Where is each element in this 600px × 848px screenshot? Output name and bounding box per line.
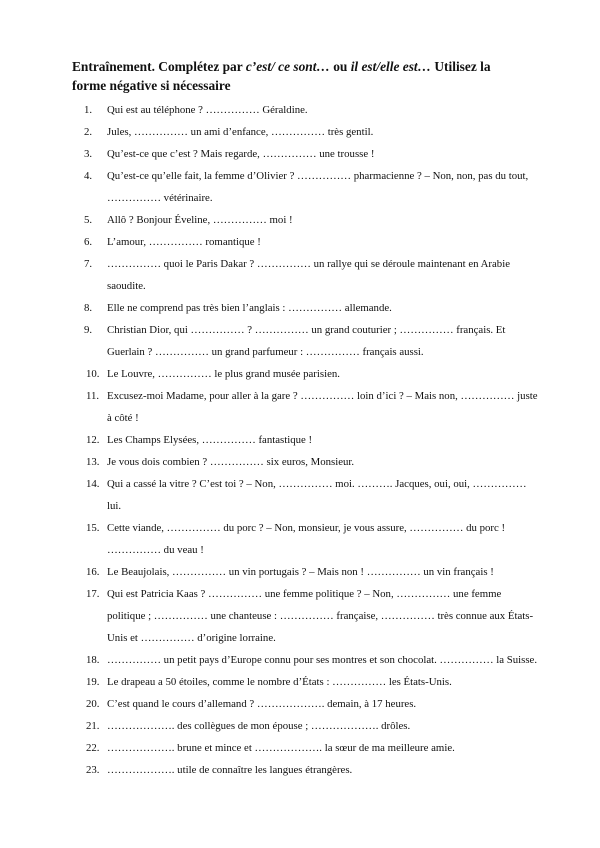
exercise-text: Qu’est-ce qu’elle fait, la femme d’Olivier ? …………… pharmacienne ? – Non, non, pas du tout, …………… vétérinaire. — [107, 170, 529, 204]
instructions-part-3: Utilisez la — [431, 59, 491, 74]
exercise-item — [72, 759, 542, 781]
exercise-number: 15. — [86, 522, 100, 534]
exercise-item — [72, 671, 542, 693]
exercise-number: 10. — [86, 368, 100, 380]
exercise-number: 9. — [84, 324, 93, 336]
exercise-number: 16. — [86, 566, 100, 578]
exercise-text: Qui est Patricia Kaas ? …………… une femme politique ? – Non, …………… une femme politique ; …………… une chanteuse : …………… française, …………… très connue aux États-Unis et …………… d’origine lorraine. — [107, 588, 534, 644]
exercise-number: 6. — [84, 236, 93, 248]
exercise-text: Le Beaujolais, …………… un vin portugais ? – Mais non ! …………… un vin français ! — [107, 566, 494, 578]
instructions-part-1: Entraînement. Complétez par — [72, 59, 246, 74]
exercise-number: 8. — [84, 302, 93, 314]
exercise-item — [72, 517, 542, 561]
exercise-item — [72, 165, 542, 209]
exercise-text: L’amour, …………… romantique ! — [107, 236, 261, 248]
exercise-item — [72, 737, 542, 759]
exercise-item — [72, 121, 542, 143]
instructions-cest-ce-sont: c’est/ ce sont… — [245, 59, 330, 74]
exercise-item — [72, 297, 542, 319]
exercise-item — [72, 693, 542, 715]
exercise-text: ………………. utile de connaître les langues étrangères. — [107, 764, 353, 776]
exercise-item — [72, 209, 542, 231]
exercise-text: Je vous dois combien ? …………… six euros, Monsieur. — [107, 456, 355, 468]
exercise-text: …………… un petit pays d’Europe connu pour ses montres et son chocolat. …………… la Suisse. — [107, 654, 538, 666]
exercise-number: 23. — [86, 764, 100, 776]
exercise-item — [72, 451, 542, 473]
exercise-number: 1. — [84, 104, 93, 116]
exercise-number: 3. — [84, 148, 93, 160]
exercise-instructions — [72, 57, 542, 95]
exercise-item — [72, 319, 542, 363]
exercise-item — [72, 649, 542, 671]
instructions-il-est-elle-est: il est/elle est… — [350, 59, 432, 74]
exercise-number: 18. — [86, 654, 100, 666]
exercise-number: 19. — [86, 676, 100, 688]
exercise-item — [72, 99, 542, 121]
exercise-text: Le drapeau a 50 étoiles, comme le nombre d’États : …………… les États-Unis. — [107, 676, 452, 688]
exercise-text: Qu’est-ce que c’est ? Mais regarde, …………… une trousse ! — [107, 148, 375, 160]
exercise-list — [72, 99, 542, 781]
exercise-number: 20. — [86, 698, 100, 710]
exercise-text: Elle ne comprend pas très bien l’anglais : …………… allemande. — [107, 302, 392, 314]
exercise-text: Allô ? Bonjour Éveline, …………… moi ! — [107, 214, 293, 226]
exercise-number: 13. — [86, 456, 100, 468]
instructions-part-2: ou — [329, 59, 351, 74]
exercise-number: 17. — [86, 588, 100, 600]
exercise-text: Le Louvre, …………… le plus grand musée parisien. — [107, 368, 340, 380]
exercise-number: 5. — [84, 214, 93, 226]
exercise-number: 4. — [84, 170, 93, 182]
exercise-number: 7. — [84, 258, 93, 270]
exercise-number: 22. — [86, 742, 100, 754]
exercise-item — [72, 715, 542, 737]
exercise-item — [72, 363, 542, 385]
exercise-text: Excusez-moi Madame, pour aller à la gare ? …………… loin d’ici ? – Mais non, …………… juste à côté ! — [107, 390, 538, 424]
exercise-text: C’est quand le cours d’allemand ? ………………. demain, à 17 heures. — [107, 698, 417, 710]
exercise-text: ………………. des collègues de mon épouse ; ………………. drôles. — [107, 720, 411, 732]
exercise-number: 14. — [86, 478, 100, 490]
exercise-number: 12. — [86, 434, 100, 446]
exercise-text: Jules, …………… un ami d’enfance, …………… très gentil. — [107, 126, 374, 138]
exercise-item — [72, 385, 542, 429]
exercise-item — [72, 429, 542, 451]
exercise-item — [72, 561, 542, 583]
exercise-text: Qui a cassé la vitre ? C’est toi ? – Non, …………… moi. ………. Jacques, oui, oui, …………… lui. — [107, 478, 527, 512]
exercise-number: 21. — [86, 720, 100, 732]
exercise-item — [72, 143, 542, 165]
exercise-text: Les Champs Elysées, …………… fantastique ! — [107, 434, 313, 446]
exercise-item — [72, 583, 542, 649]
exercise-number: 11. — [86, 390, 100, 402]
instructions-line-2: forme négative si nécessaire — [72, 78, 231, 93]
exercise-text: ………………. brune et mince et ………………. la sœur de ma meilleure amie. — [107, 742, 455, 754]
exercise-number: 2. — [84, 126, 93, 138]
exercise-text: Christian Dior, qui …………… ? …………… un grand couturier ; …………… français. Et Guerlain ? …………… un grand parfumeur : …………… français aussi. — [107, 324, 506, 358]
exercise-item — [72, 231, 542, 253]
exercise-item — [72, 473, 542, 517]
exercise-item — [72, 253, 542, 297]
exercise-text: Cette viande, …………… du porc ? – Non, monsieur, je vous assure, …………… du porc ! …………… du veau ! — [107, 522, 506, 556]
exercise-text: …………… quoi le Paris Dakar ? …………… un rallye qui se déroule maintenant en Arabie saoudite. — [107, 258, 510, 292]
exercise-text: Qui est au téléphone ? …………… Géraldine. — [107, 104, 308, 116]
